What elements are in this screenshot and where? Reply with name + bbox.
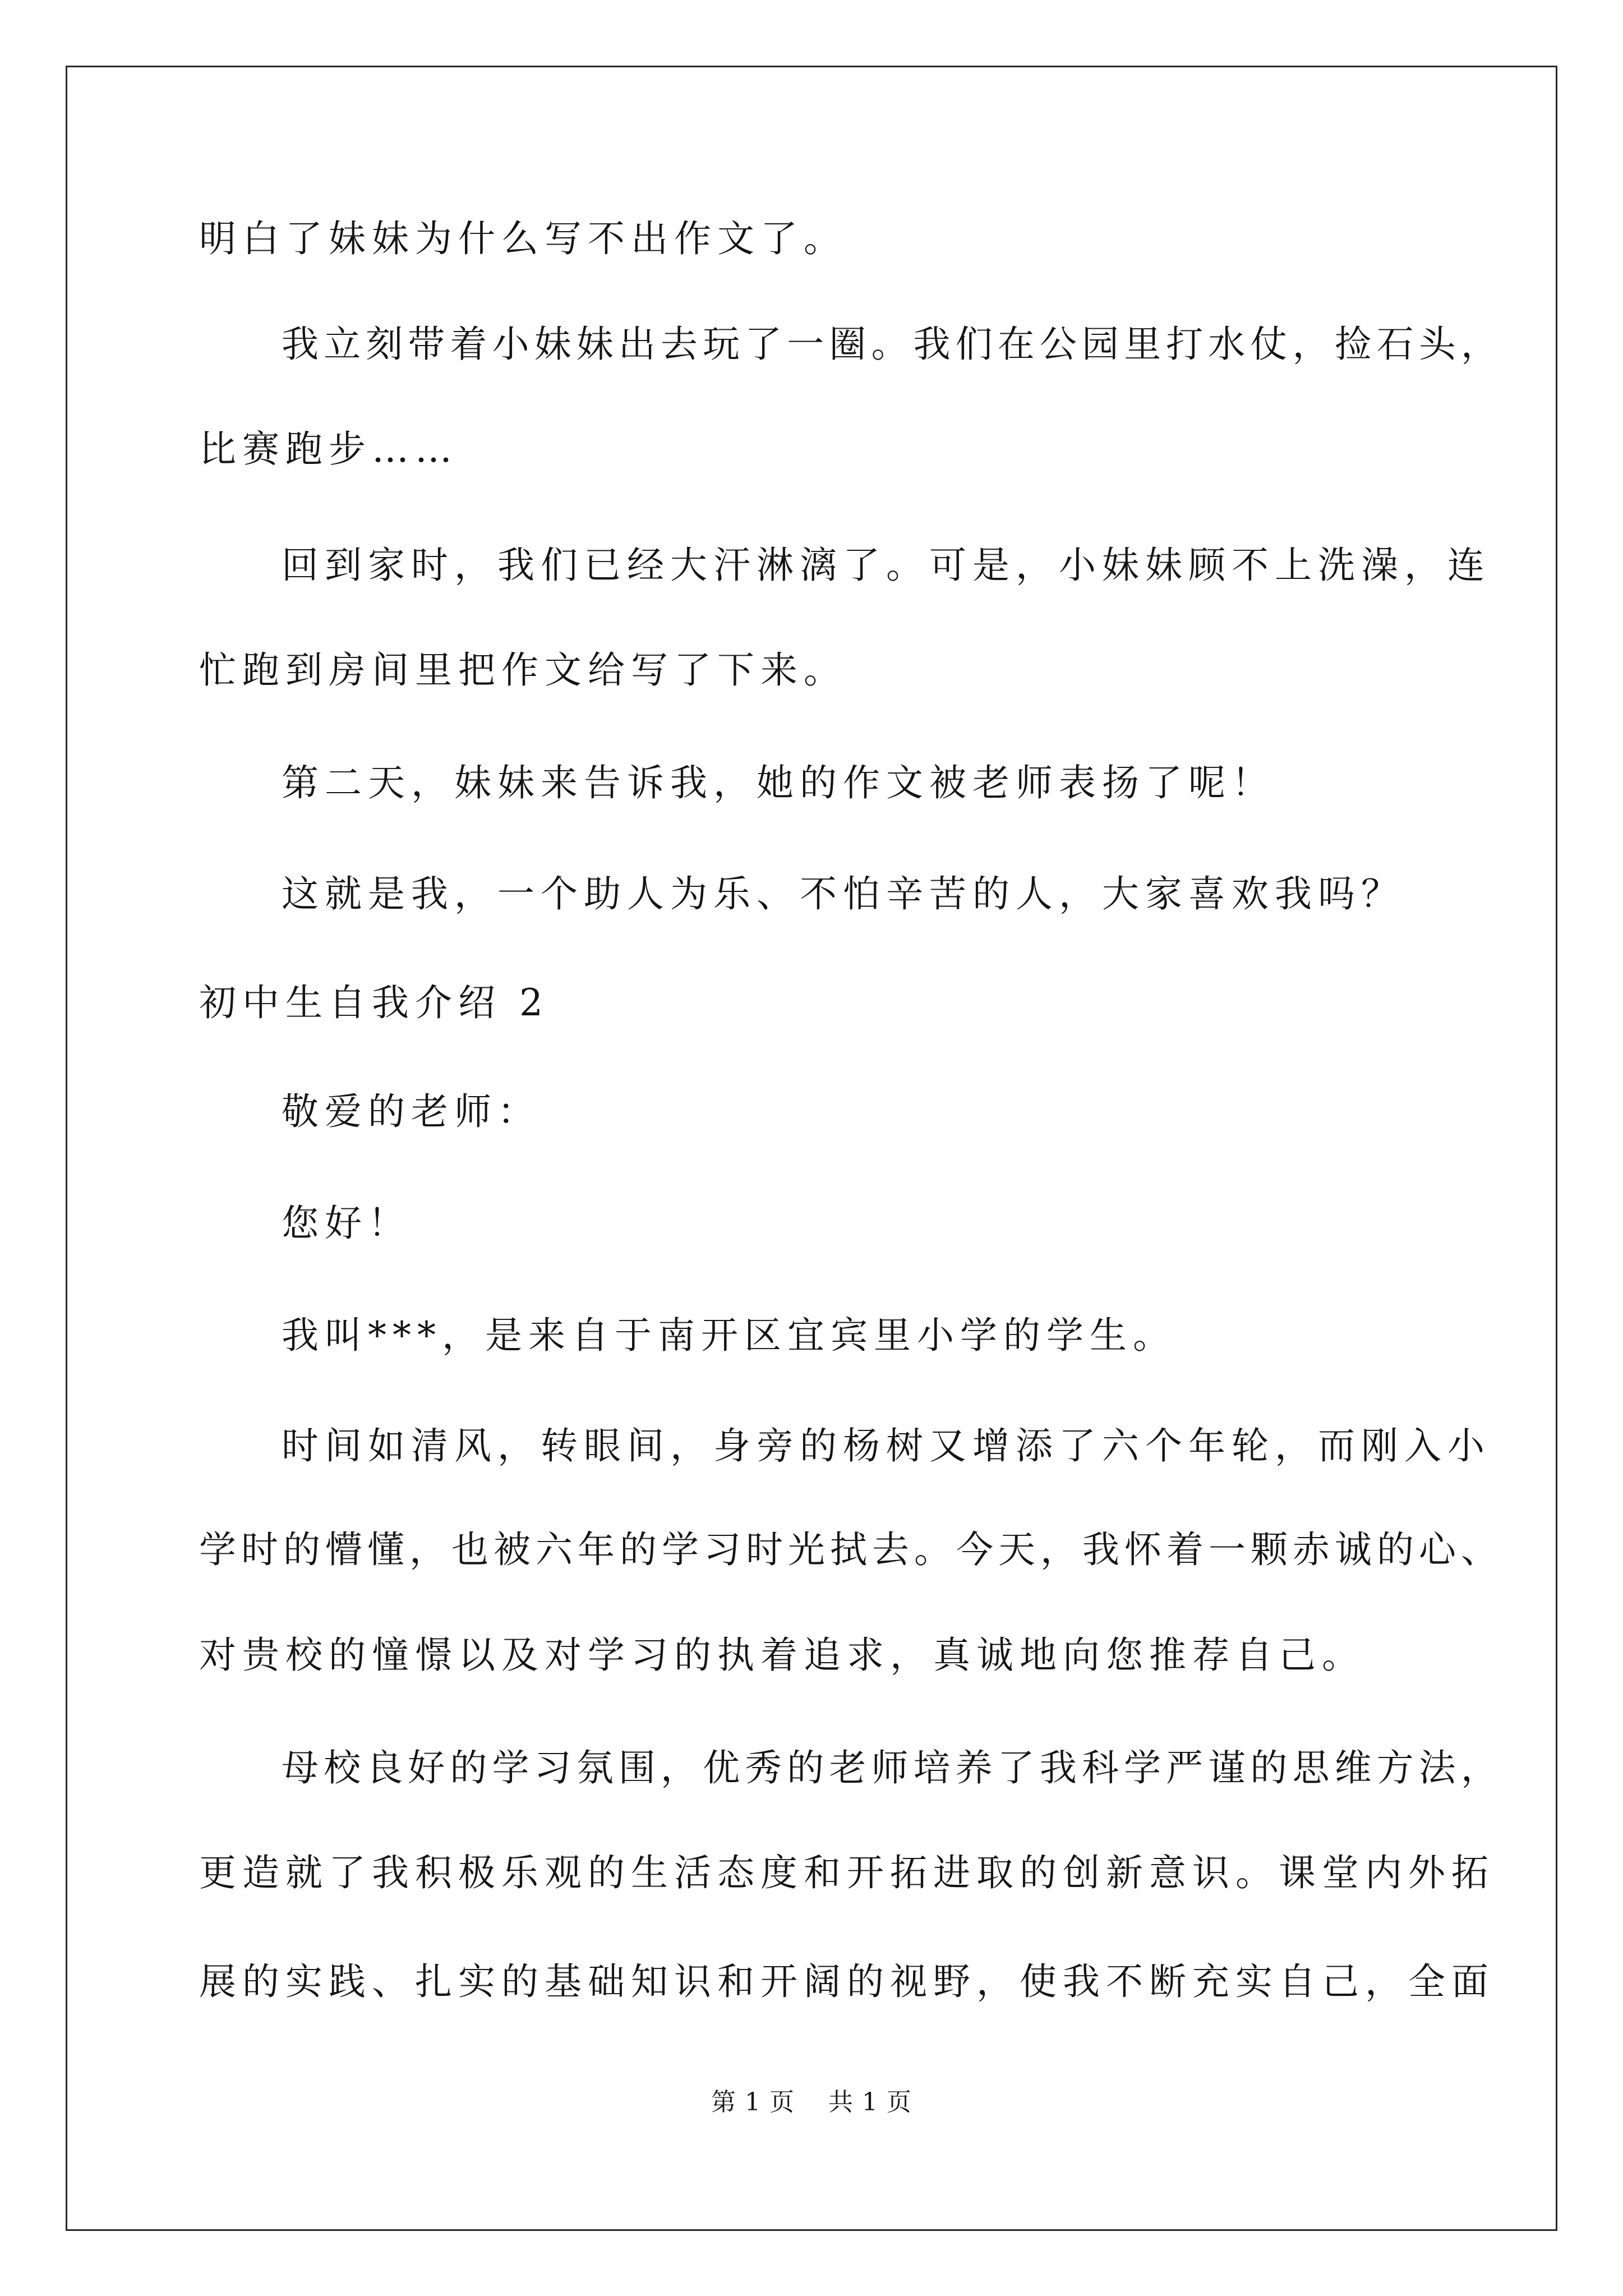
text-line-14: 对贵校的憧憬以及对学习的执着追求，真诚地向您推荐自己。 (199, 1634, 1365, 1677)
page-border (66, 66, 1557, 2231)
text-line-10: 您好！ (282, 1202, 411, 1245)
text-line-6: 第二天，妹妹来告诉我，她的作文被老师表扬了呢！ (282, 761, 1275, 804)
text-line-17: 展的实践、扎实的基础知识和开阔的视野，使我不断充实自己，全面 (199, 1960, 1495, 2003)
text-line-1: 明白了妹妹为什么写不出作文了。 (199, 217, 847, 260)
text-line-9: 敬爱的老师： (282, 1090, 541, 1133)
text-line-2: 我立刻带着小妹妹出去玩了一圈。我们在公园里打水仗，捡石头， (282, 323, 1503, 366)
text-line-15: 母校良好的学习氛围，优秀的老师培养了我科学严谨的思维方法， (282, 1746, 1503, 1789)
text-line-13: 学时的懵懂，也被六年的学习时光拭去。今天，我怀着一颗赤诚的心、 (199, 1528, 1503, 1571)
text-line-7: 这就是我，一个助人为乐、不怕辛苦的人，大家喜欢我吗？ (282, 872, 1404, 915)
text-line-11: 我叫***，是来自于南开区宜宾里小学的学生。 (282, 1314, 1176, 1357)
text-line-3: 比赛跑步…… (199, 427, 458, 471)
text-line-4: 回到家时，我们已经大汗淋漓了。可是，小妹妹顾不上洗澡，连 (282, 544, 1491, 587)
text-line-12: 时间如清风，转眼间，身旁的杨树又增添了六个年轮，而刚入小 (282, 1424, 1491, 1467)
text-line-5: 忙跑到房间里把作文给写了下来。 (199, 648, 847, 692)
text-line-16: 更造就了我积极乐观的生活态度和开拓进取的创新意识。课堂内外拓 (199, 1851, 1495, 1894)
page-number-footer: 第 1 页 共 1 页 (711, 2088, 912, 2116)
section-heading: 初中生自我介绍 2 (199, 981, 549, 1024)
